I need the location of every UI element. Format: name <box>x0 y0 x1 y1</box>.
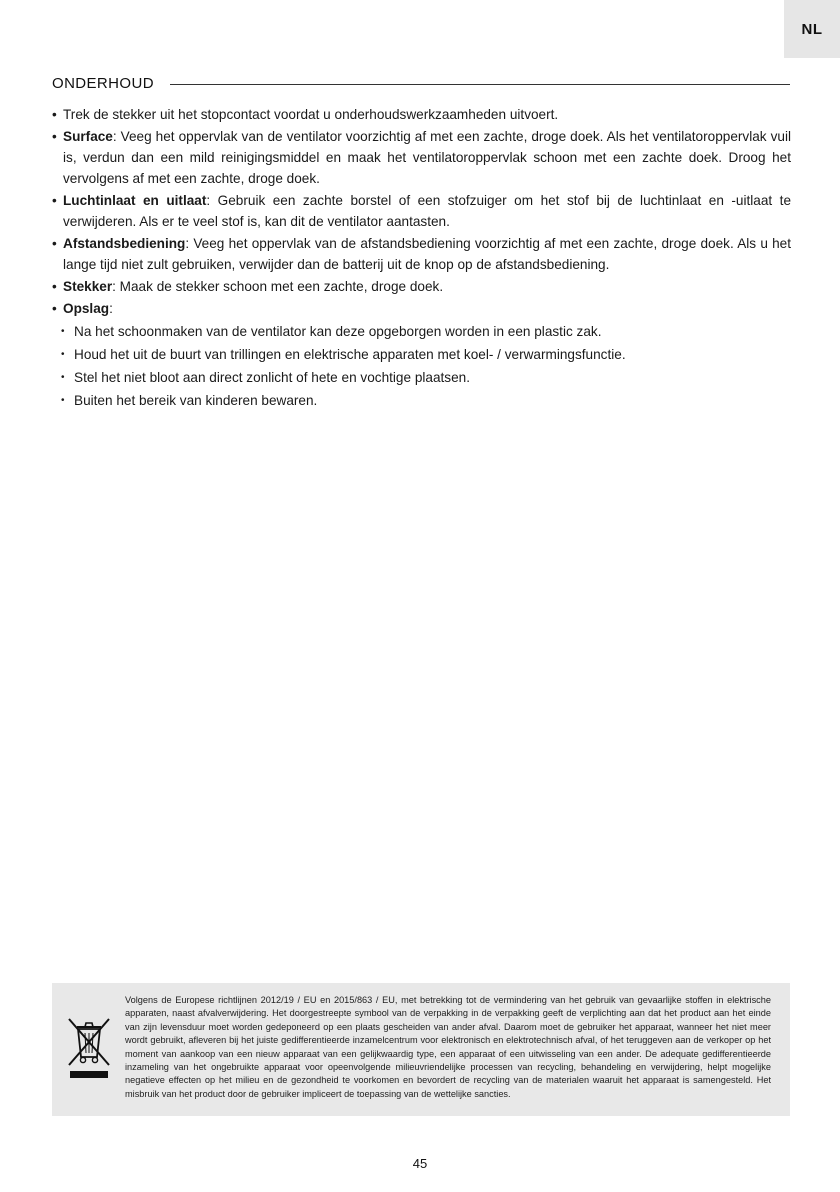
list-item-air-inlet-outlet <box>52 190 791 232</box>
list-item-text: : Maak de stekker schoon met een zachte, droge doek. <box>112 279 444 294</box>
maintenance-list <box>52 104 791 411</box>
section-title: ONDERHOUD <box>52 74 154 92</box>
weee-disposal-notice <box>52 983 790 1116</box>
list-item-text: : <box>109 301 113 316</box>
weee-notice-text: Volgens de Europese richtlijnen 2012/19 / EU en 2015/863 / EU, met betrekking tot de vermindering van het gebruik van gevaarlijke stoffen in elektrische apparaten, naast afvalverwijdering. Het doorgestreepte symbool van de verpakking in de verpakking geeft de verplichting aan dat het product aan het einde van zijn levensduur moet worden gedeponeerd op een plaats gescheiden van ander afval. Daarom moet de gebruiker het apparaat, wanneer het niet meer wordt gebruikt, afleveren bij het juiste gedifferentieerde inzamelcentrum voor elektronisch en elektrotechnisch afval, of het teruggeven aan de verkoper op het moment van aankoop van een nieuw apparaat van een gelijkwaardig type, een apparaat of een uitwisseling van een ander. De adequate gedifferentieerde inzameling van het ongebruikte apparaat voor opeenvolgende milieuvriendelijke processen van recycling, behandeling en verwijdering, helpt mogelijke negatieve effecten op het milieu en de gezondheid te voorkomen en bevordert de recycling van de materialen waaruit het apparaat is samengesteld. Het misbruik van het product door de gebruiker impliceert de toepassing van de wettelijke sancties. <box>125 995 771 1099</box>
list-item-text: Trek de stekker uit het stopcontact voordat u onderhoudswerkzaamheden uitvoert. <box>63 107 559 122</box>
crossed-out-wheelie-bin-icon <box>64 1013 114 1083</box>
page-number: 45 <box>412 1156 428 1171</box>
list-item-unplug <box>52 104 791 125</box>
list-item-label: Surface <box>63 129 113 144</box>
sublist-item: • Na het schoonmaken van de ventilator kan deze opgeborgen worden in een plastic zak. <box>52 321 791 342</box>
sublist-item: • Stel het niet bloot aan direct zonlicht of hete en vochtige plaatsen. <box>52 367 791 388</box>
list-item-text: : Veeg het oppervlak van de ventilator voorzichtig af met een zachte, droge doek. Als het ventilatoroppervlak vuil is, verdun dan een mild reinigingsmiddel en maak het ventilatoroppervlak schoon met een zachte doek. Droog het vervolgens af met een zachte, droge doek. <box>63 129 791 186</box>
sublist-item: • Houd het uit de buurt van trillingen en elektrische apparaten met koel- / verwarmingsfunctie. <box>52 344 791 365</box>
list-item-plug <box>52 276 791 297</box>
list-item-label: Stekker <box>63 279 113 294</box>
list-item-label: Opslag <box>63 301 110 316</box>
list-item-surface <box>52 126 791 189</box>
list-item-text: : Veeg het oppervlak van de afstandsbediening voorzichtig af met een zachte, droge doek. Als u het lange tijd niet zult gebruiken, verwijder dan de batterij uit de knop op de afstandsbediening. <box>63 236 791 272</box>
list-item-label: Luchtinlaat en uitlaat <box>63 193 207 208</box>
storage-sublist <box>63 321 791 411</box>
section-divider <box>170 84 790 85</box>
list-item-label: Afstandsbediening <box>63 236 186 251</box>
list-item-remote-control <box>52 233 791 275</box>
sublist-item: • Buiten het bereik van kinderen bewaren. <box>52 390 791 411</box>
section-header <box>52 73 790 93</box>
language-tab: NL <box>784 0 840 58</box>
maintenance-instructions <box>52 104 791 413</box>
list-item-text: : Gebruik een zachte borstel of een stofzuiger om het stof bij de luchtinlaat en -uitlaat te verwijderen. Als er te veel stof is, kan dit de ventilator aantasten. <box>63 193 792 229</box>
list-item-storage <box>52 298 791 411</box>
